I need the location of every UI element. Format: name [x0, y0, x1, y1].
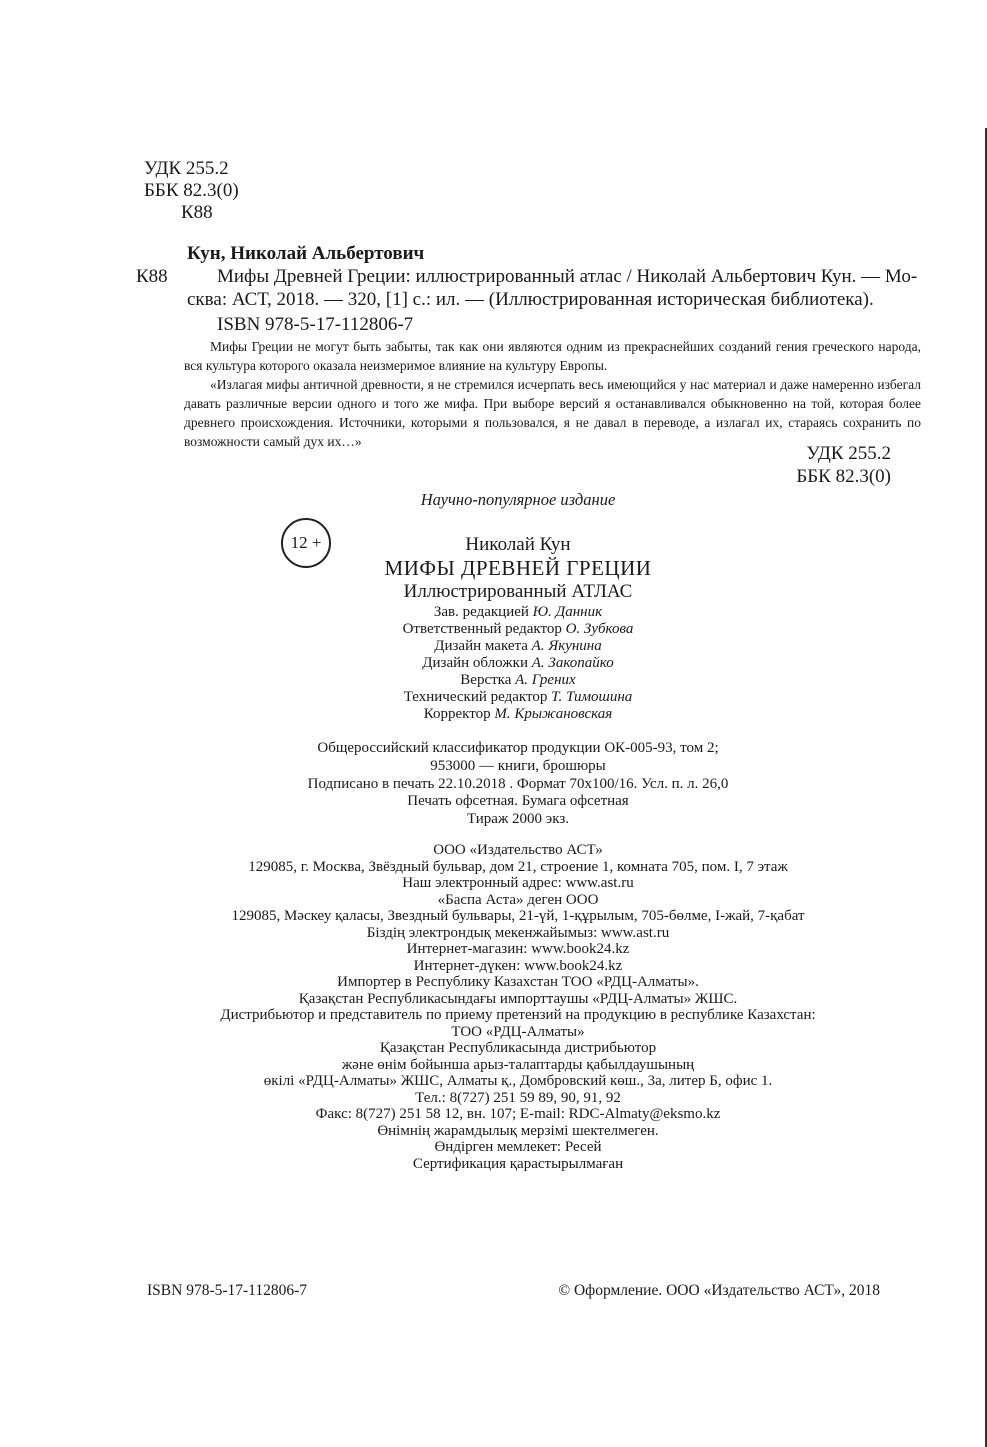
publisher-line: Өндірген мемлекет: Ресей — [434, 1139, 602, 1155]
annotation-paragraph-1: Мифы Греции не могут быть забыты, так как они являются одним из прекраснейших созданий гения греческого народа, вся культура которого оказала неизмеримое влияние на культуру Европы. — [184, 339, 921, 373]
publisher-line: Біздің электрондық мекенжайымыз: www.ast.ru — [366, 924, 670, 941]
catalog-code: К88 — [181, 202, 213, 223]
publisher-line: Қазақстан Республикасында дистрибьютор — [379, 1040, 657, 1056]
credit-role: Корректор — [423, 706, 491, 722]
print-info-line: Тираж 2000 экз. — [466, 811, 570, 828]
book-subtitle: Иллюстрированный АТЛАС — [403, 581, 633, 602]
credits-block — [49, 604, 987, 723]
udk-number-right: УДК 255.2 — [806, 443, 891, 464]
udk-number: УДК 255.2 — [144, 158, 229, 179]
publisher-line: Наш электронный адрес: www.ast.ru — [402, 875, 634, 891]
print-info-block — [49, 740, 987, 829]
age-rating-label: 12 + — [290, 533, 322, 552]
publisher-line: Тел.: 8(727) 251 59 89, 90, 91, 92 — [415, 1089, 621, 1106]
publisher-line: 129085, Мәскеу қаласы, Звездный бульвары, 21-үй, 1-құрылым, 705-бөлме, I-жай, 7-қабат — [231, 908, 805, 924]
credit-role: Зав. редакцией — [433, 604, 529, 620]
book-title: МИФЫ ДРЕВНЕЙ ГРЕЦИИ — [384, 556, 652, 580]
author-heading: Кун, Николай Альбертович — [187, 243, 425, 264]
bbk-number: ББК 82.3(0) — [144, 180, 239, 201]
credit-name: А. Грених — [515, 672, 576, 688]
publisher-line: Интернет-дүкен: www.book24.kz — [413, 957, 623, 974]
credit-role: Дизайн обложки — [422, 655, 528, 671]
publisher-line: және өнім бойынша арыз-талаптарды қабылдаушының — [341, 1056, 695, 1073]
book-author: Николай Кун — [465, 534, 571, 555]
credit-name: О. Зубкова — [565, 621, 634, 637]
credit-name: А. Закопайко — [531, 655, 614, 671]
publisher-line: Өнімнің жарамдылық мерзімі шектелмеген. — [377, 1122, 659, 1139]
credit-role: Верстка — [460, 672, 512, 688]
print-info-line: Общероссийский классификатор продукции ОК-005-93, том 2; — [317, 740, 719, 756]
print-info-line: 953000 — книги, брошюры — [430, 757, 606, 774]
credit-role: Технический редактор — [403, 689, 548, 705]
publisher-line: Сертификация қарастырылмаған — [412, 1155, 624, 1172]
credit-line — [49, 621, 987, 638]
publisher-line: Интернет-магазин: www.book24.kz — [406, 941, 630, 957]
annotation — [184, 337, 921, 451]
credit-line — [49, 655, 987, 672]
credit-name: Т. Тимошина — [551, 689, 633, 705]
credit-name: М. Крыжановская — [494, 706, 613, 722]
bbk-number-right: ББК 82.3(0) — [796, 465, 891, 487]
publisher-line: Дистрибьютор и представитель по приему претензий на продукцию в республике Казахстан: — [220, 1007, 816, 1023]
print-info-line: Подписано в печать 22.10.2018 . Формат 70x100/16. Усл. п. л. 26,0 — [307, 775, 729, 792]
publisher-block — [49, 842, 987, 1172]
credit-role: Дизайн макета — [434, 638, 528, 654]
udk-bbk-right-block — [796, 443, 891, 488]
credit-name: Ю. Данник — [532, 604, 603, 620]
publisher-line: ООО «Издательство АСТ» — [433, 842, 603, 858]
catalog-entry-line2: сква: АСТ, 2018. — 320, [1] с.: ил. — (Иллюстрированная историческая библиотека). — [187, 289, 874, 310]
credit-line — [49, 604, 987, 621]
footer-isbn: ISBN 978-5-17-112806-7 — [147, 1282, 308, 1299]
credit-line — [49, 689, 987, 706]
print-info-line: Печать офсетная. Бумага офсетная — [407, 793, 629, 810]
footer-copyright: © Оформление. ООО «Издательство АСТ», 2018 — [558, 1282, 880, 1299]
credit-line — [49, 638, 987, 655]
publisher-line: өкілі «РДЦ-Алматы» ЖШС, Алматы қ., Домбровский көш., 3а, литер Б, офис 1. — [263, 1073, 773, 1089]
publisher-line: Қазақстан Республикасындағы импорттаушы «РДЦ-Алматы» ЖШС. — [298, 990, 738, 1007]
credit-line — [49, 706, 987, 723]
publisher-line: Факс: 8(727) 251 58 12, вн. 107; E-mail: RDC-Almaty@eksmo.kz — [315, 1106, 721, 1122]
credit-line — [49, 672, 987, 689]
credit-name: А. Якунина — [531, 638, 602, 654]
annotation-paragraph-2: «Излагая мифы античной древности, я не стремился исчерпать весь имеющийся у нас материал и даже намеренно избегал давать различные версии одного и того же мифа. При выборе версий я останавливался обыкновенно на той, которая более древнего происхождения. Источники, которыми я пользовался, я не давал в переводе, а излагал их, стараясь сохранить по возможности самый дух их…» — [184, 377, 921, 449]
publisher-line: Импортер в Республику Казахстан ТОО «РДЦ-Алматы». — [337, 974, 699, 990]
publisher-line: 129085, г. Москва, Звёздный бульвар, дом 21, строение 1, комната 705, пом. I, 7 этаж — [248, 858, 788, 875]
publisher-line: ТОО «РДЦ-Алматы» — [451, 1023, 585, 1040]
catalog-entry-code: К88 — [136, 266, 168, 287]
catalog-entry-line1: Мифы Древней Греции: иллюстрированный атлас / Николай Альбертович Кун. — Мо- — [217, 266, 918, 287]
credit-role: Ответственный редактор — [402, 621, 562, 637]
edition-category: Научно-популярное издание — [420, 490, 616, 509]
isbn-number: ISBN 978-5-17-112806-7 — [217, 314, 414, 335]
publisher-line: «Баспа Аста» деген ООО — [437, 891, 599, 908]
